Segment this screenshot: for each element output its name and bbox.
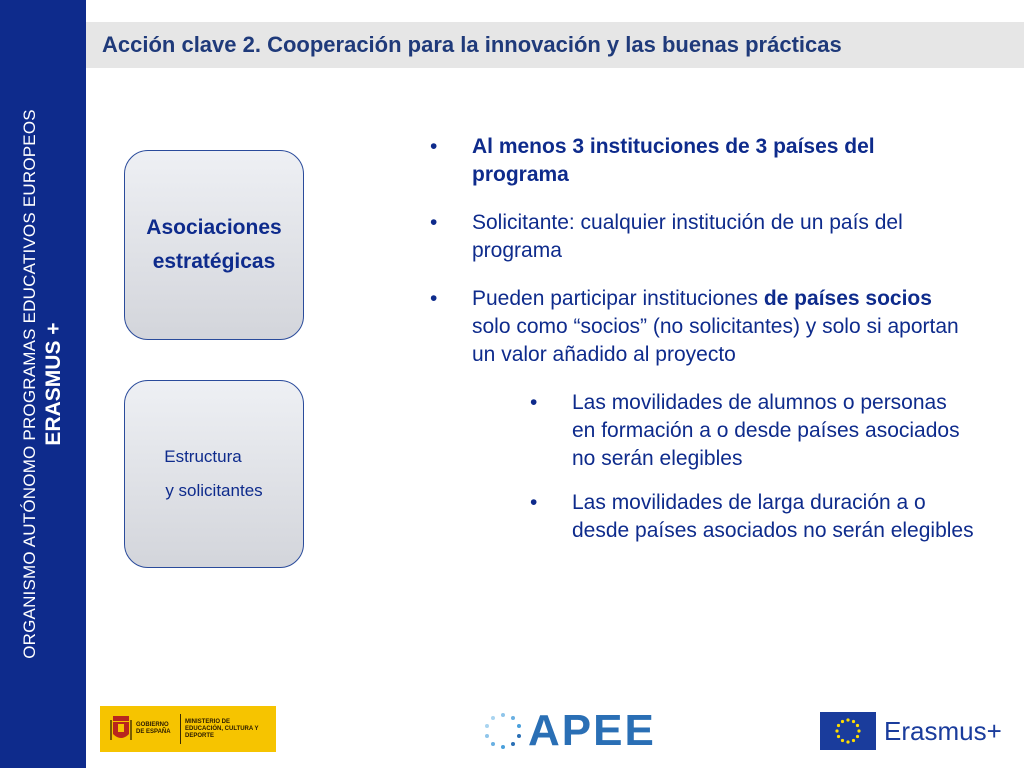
sub-bullet-item-2 (530, 489, 975, 545)
bullet-list (430, 133, 975, 561)
erasmus-plus-logo (820, 712, 1002, 750)
bullet-text-2: Solicitante: cualquier institución de un país del programa (472, 211, 903, 262)
bullet-marker: • (430, 211, 438, 234)
box-asociaciones-line1: Asociaciones (146, 216, 282, 239)
gobierno-text: GOBIERNO DE ESPAÑA (136, 722, 171, 735)
bullet-item-2 (430, 209, 975, 265)
bullet-text-3-b: solo como “socios” (no solicitantes) y solo si aportan un valor añadido al proyecto (472, 315, 959, 366)
bullet-marker: • (430, 135, 438, 158)
title-bar (86, 22, 1024, 68)
box-estructura (124, 380, 304, 568)
sidebar-program: ERASMUS + (42, 322, 65, 446)
slide-title: Acción clave 2. Cooperación para la innovación y las buenas prácticas (102, 32, 842, 57)
bullet-item-1 (430, 133, 975, 189)
ministerio-logo (100, 706, 276, 752)
bullet-text-3-a: Pueden participar instituciones (472, 287, 764, 310)
bullet-item-3 (430, 285, 975, 369)
sidebar-band (0, 0, 86, 768)
sidebar-organization: ORGANISMO AUTÓNOMO PROGRAMAS EDUCATIVOS EUROPEOS (20, 109, 39, 659)
box-asociaciones (124, 150, 304, 340)
erasmus-plus-text: Erasmus+ (884, 715, 1002, 746)
box-estructura-line2: y solicitantes (165, 481, 263, 500)
logo-divider (180, 714, 181, 744)
bullet-marker: • (430, 287, 438, 310)
bullet-text-3-bold: de países socios (763, 287, 932, 310)
box-asociaciones-line2: estratégicas (152, 250, 276, 273)
bullet-marker: • (530, 391, 538, 414)
apee-stars-icon (484, 712, 522, 750)
bullet-text-3 (472, 285, 975, 369)
sub-bullet-text-2: Las movilidades de larga duración a o desde países asociados no serán elegibles (572, 491, 974, 542)
sub-bullet-item-1 (530, 389, 975, 473)
apee-text: APEE (528, 706, 656, 755)
sub-bullet-text-1: Las movilidades de alumnos o personas en formación a o desde países asociados no serán elegibles (572, 391, 960, 470)
eu-flag-icon (820, 712, 876, 750)
bullet-marker: • (530, 491, 538, 514)
apee-logo (484, 706, 656, 756)
bullet-text-1: Al menos 3 instituciones de 3 países del programa (472, 135, 875, 186)
sidebar-text (0, 0, 86, 768)
ministerio-text: MINISTERIO DE EDUCACIÓN, CULTURA Y DEPORTE (185, 718, 259, 739)
box-estructura-line1: Estructura (164, 447, 242, 466)
coat-of-arms-icon (106, 712, 136, 746)
